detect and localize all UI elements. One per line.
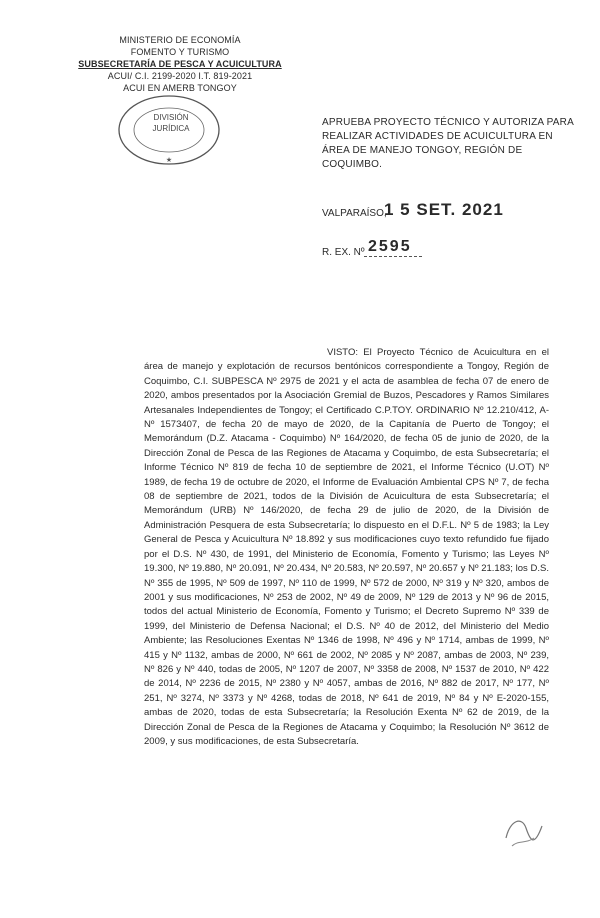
resolution-title: APRUEBA PROYECTO TÉCNICO Y AUTORIZA PARA REALIZAR ACTIVIDADES DE ACUICULTURA EN ÁREA DE MANEJO TONGOY, REGIÓN DE COQUIMBO.: [322, 117, 574, 170]
stamp-line-division: DIVISIÓN: [153, 113, 189, 122]
date-city: VALPARAÍSO,: [322, 208, 387, 219]
visto-paragraph: [144, 346, 549, 749]
visto-text: El Proyecto Técnico de Acuicultura en el área de manejo y explotación de recursos bentónicos correspondiente a Tongoy, Región de Coquimbo, C.I. SUBPESCA Nº 2975 de 2021 y el acta de asamblea de fecha 07 de enero de 2020, ambos presentados por la Asociación Gremial de Buzos, Pescadores y Ramos Similares Artesanales Independientes de Tongoy; el Certificado C.P.TOY. ORDINARIO Nº 12.210/412, A-Nº 1573407, de fecha 20 de mayo de 2020, de la Capitanía de Puerto de Tongoy; el Memorándum (D.Z. Atacama - Coquimbo) Nº 164/2020, de fecha 05 de junio de 2020, de la Dirección Zonal de Pesca de las Regiones de Atacama y Coquimbo, de esta Subsecretaría; el Informe Técnico Nº 819 de fecha 10 de septiembre de 2021, el Informe Técnico (U.OT) Nº 1989, de fecha 19 de octubre de 2020, el Informe de Evaluación Ambiental CPS Nº 7, de fecha 08 de septiembre de 2021, todos de la División de Acuicultura de esta Subsecretaría; el Memorándum (URB) Nº 146/2020, de fecha 29 de julio de 2020, de la División de Administración Pesquera de esta Subsecretaría; lo dispuesto en el D.F.L. Nº 5 de 1983; la Ley General de Pesca y Acuicultura Nº 18.892 y sus modificaciones cuyo texto refundido fue fijado por el D.S. Nº 430, de 1991, del Ministerio de Economía, Fomento y Turismo; las Leyes Nº 19.300, Nº 19.880, Nº 20.091, Nº 20.434, Nº 20.583, Nº 20.597, Nº 20.657 y Nº 21.183; los D.S. Nº 355 de 1995, Nº 509 de 1997, Nº 110 de 1999, Nº 572 de 2000, Nº 319 y Nº 320, ambos de 2001 y sus modificaciones, Nº 253 de 2002, Nº 49 de 2009, Nº 129 de 2013 y Nº 96 de 2015, todos del actual Ministerio de Economía, Fomento y Turismo; el Decreto Supremo Nº 339 de 1999, del Ministerio de Defensa Nacional; el D.S. Nº 40 de 2012, del Ministerio del Medio Ambiente; las Resoluciones Exentas Nº 1346 de 1998, Nº 496 y Nº 1714, ambas de 1999, Nº 415 y Nº 1132, ambas de 2000, Nº 661 de 2002, Nº 2085 y Nº 2087, ambas de 2003, Nº 239, Nº 826 y Nº 440, todas de 2005, Nº 1207 de 2007, Nº 3358 de 2008, Nº 1537 de 2010, Nº 422 de 2014, Nº 2236 de 2015, Nº 2380 y Nº 4057, ambas de 2016, Nº 882 de 2017, Nº 177, Nº 251, Nº 3274, Nº 3373 y Nº 4268, todas de 2018, Nº 641 de 2019, Nº 84 y Nº E-2020-155, ambas de 2020, todas de esta Subsecretaría; la Resolución Exenta Nº 62 de 2019, de la Dirección Zonal de Pesca de la Regiones de Atacama y Coquimbo; la Resolución Nº 3612 de 2009, y sus modificaciones, de esta Subsecretaría.: [144, 347, 550, 747]
header-line-subsecretaria: SUBSECRETARÍA DE PESCA Y ACUICULTURA: [78, 59, 282, 69]
svg-text:★: ★: [165, 156, 173, 164]
ministry-header: [70, 34, 290, 94]
visto-label: VISTO:: [327, 347, 358, 358]
resolution-label: R. EX. Nº: [322, 247, 365, 258]
header-line-ministry: MINISTERIO DE ECONOMÍA: [119, 35, 241, 45]
stamp-line-juridica: JURÍDICA: [152, 124, 190, 133]
date-value: 1 5 SET. 2021: [384, 200, 504, 219]
resolution-number: 2595: [368, 238, 412, 255]
header-line-reference: ACUI/ C.I. 2199-2020 I.T. 819-2021: [107, 71, 253, 81]
header-line-fomento: FOMENTO Y TURISMO: [130, 47, 230, 57]
header-line-area: ACUI EN AMERB TONGOY: [123, 83, 237, 93]
resolution-underline: [364, 256, 422, 257]
stamp-label: [136, 112, 206, 134]
handwritten-initials: [500, 808, 548, 856]
